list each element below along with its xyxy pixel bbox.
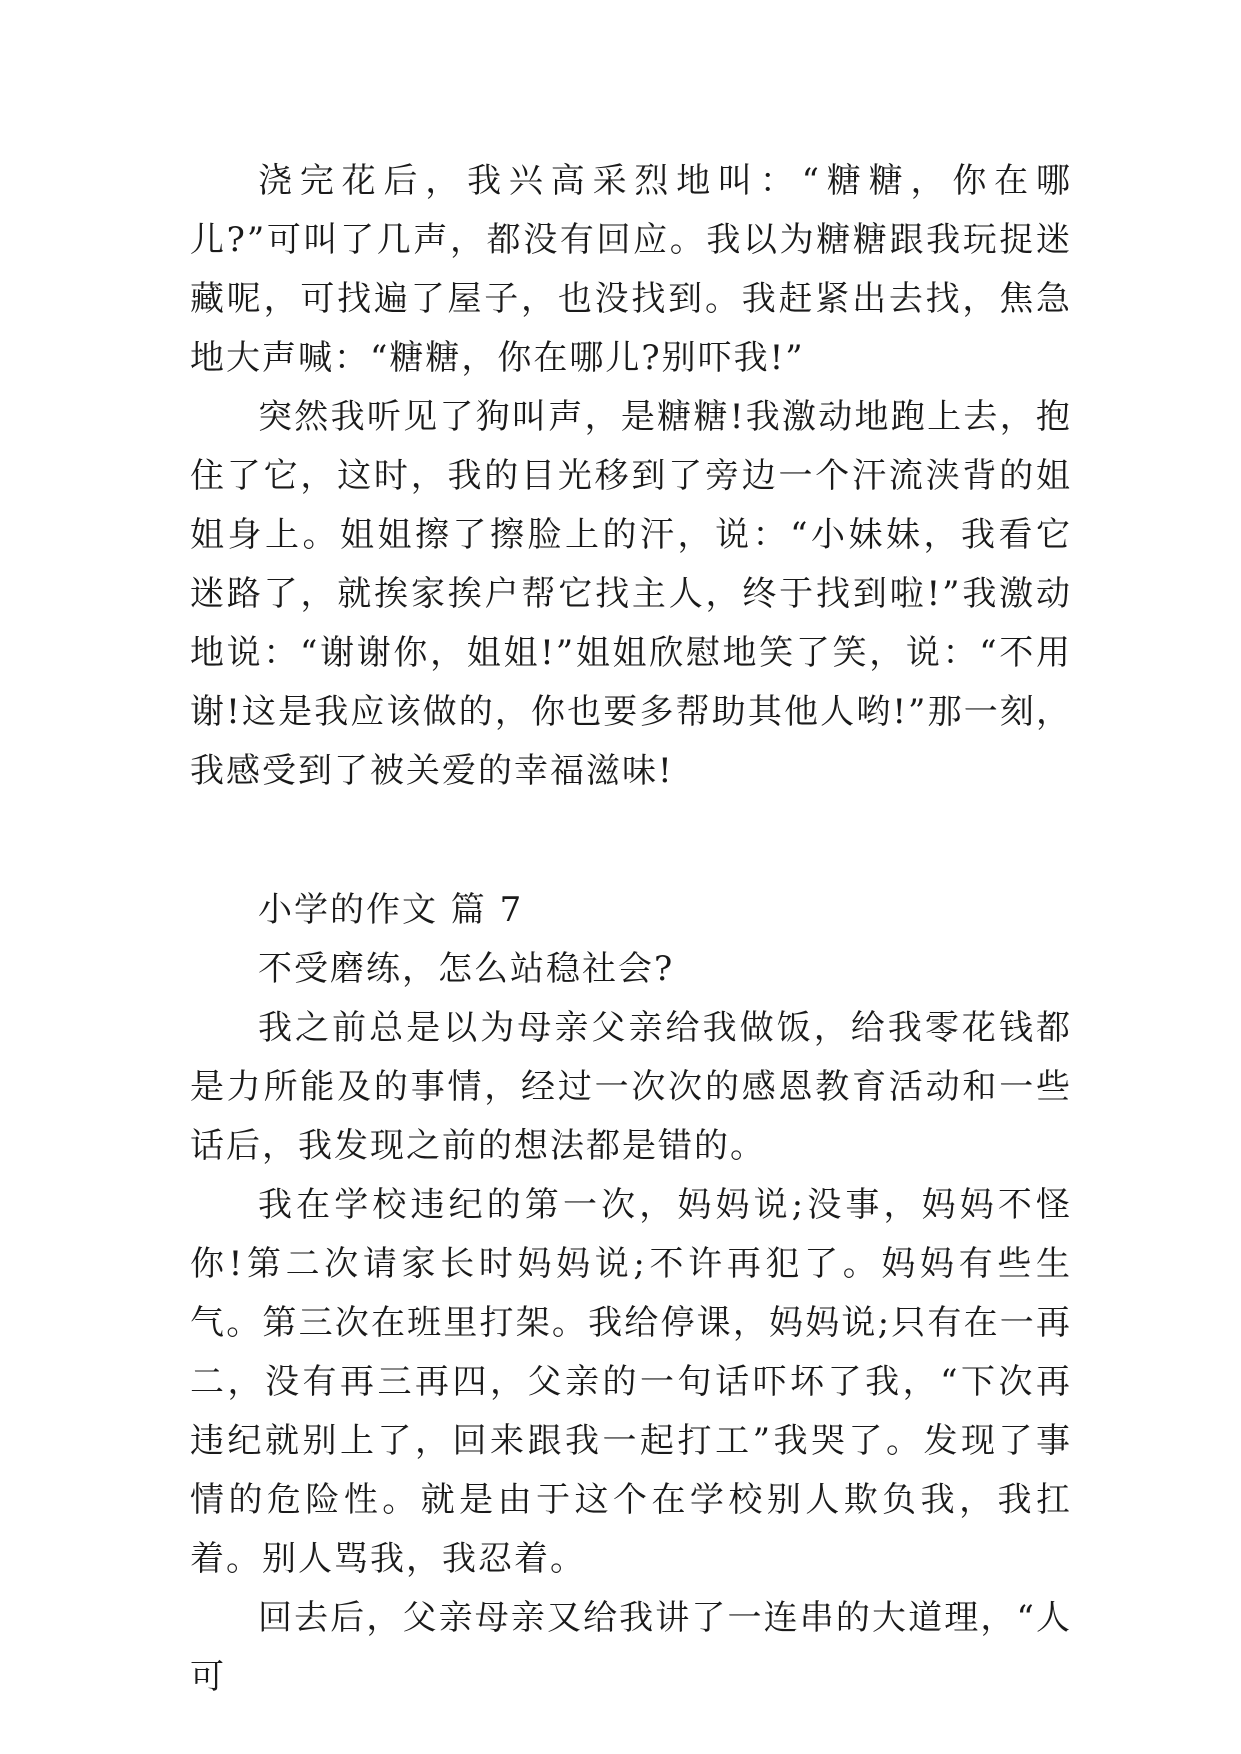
paragraph: 突然我听见了狗叫声，是糖糖!我激动地跑上去，抱住了它，这时，我的目光移到了旁边一个汗流浃背的姐姐身上。姐姐擦了擦脸上的汗，说：“小妹妹，我看它迷路了，就挨家挨户帮它找主人，终于找到啦!”我激动地说：“谢谢你，姐姐!”姐姐欣慰地笑了笑，说：“不用谢!这是我应该做的，你也要多帮助其他人哟!”那一刻，我感受到了被关爱的幸福滋味! — [190, 397, 1072, 791]
paragraph: 我在学校违纪的第一次，妈妈说;没事，妈妈不怪你!第二次请家长时妈妈说;不许再犯了。妈妈有些生气。第三次在班里打架。我给停课，妈妈说;只有在一再二，没有再三再四，父亲的一句话吓坏了我，“下次再违纪就别上了，回来跟我一起打工”我哭了。发现了事情的危险性。就是由于这个在学校别人欺负我，我扛着。别人骂我，我忍着。 — [190, 1185, 1072, 1579]
essay-title: 不受磨练，怎么站稳社会? — [258, 949, 675, 989]
paragraph: 我之前总是以为母亲父亲给我做饭，给我零花钱都是力所能及的事情，经过一次次的感恩教育活动和一些话后，我发现之前的想法都是错的。 — [190, 1008, 1072, 1166]
document-page — [190, 152, 1072, 1707]
paragraph: 浇完花后，我兴高采烈地叫：“糖糖，你在哪儿?”可叫了几声，都没有回应。我以为糖糖跟我玩捉迷藏呢，可找遍了屋子，也没找到。我赶紧出去找，焦急地大声喊：“糖糖，你在哪儿?别吓我!” — [190, 161, 1072, 378]
section-heading: 小学的作文 篇 7 — [258, 890, 524, 930]
paragraph: 回去后，父亲母亲又给我讲了一连串的大道理，“人可 — [190, 1598, 1072, 1697]
section-gap — [190, 801, 1072, 881]
